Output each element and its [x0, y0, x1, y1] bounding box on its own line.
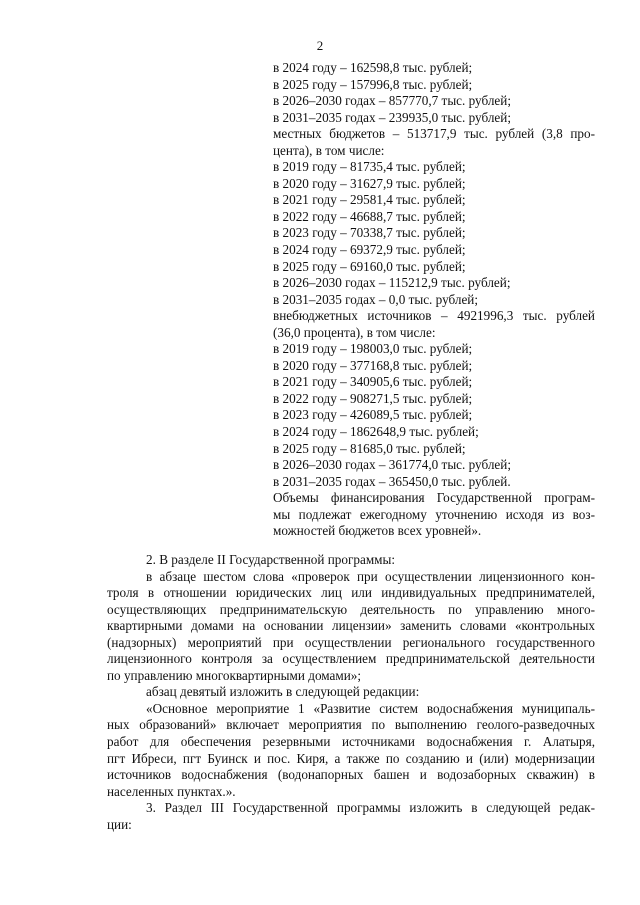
funding-line: местных бюджетов – 513717,9 тыс. рублей (3,8 про-	[273, 126, 595, 142]
section-2	[107, 552, 595, 833]
paragraph-line: квартирными домами на основании лицензии» заменить словами «контрольных	[107, 618, 595, 634]
funding-line: в 2020 году – 377168,8 тыс. рублей;	[273, 357, 473, 373]
paragraph-line: ции:	[107, 816, 132, 832]
paragraph-line: (надзорных) мероприятий при осуществлении регионального государственного	[107, 634, 595, 650]
funding-line: в 2023 году – 70338,7 тыс. рублей;	[273, 225, 466, 241]
funding-line: в 2026–2030 годах – 115212,9 тыс. рублей;	[273, 275, 511, 291]
paragraph-line: в абзаце шестом слова «проверок при осуществлении лицензионного кон-	[146, 568, 595, 584]
section-2-heading: 2. В разделе II Государственной программы:	[146, 552, 396, 567]
paragraph-line: источников водоснабжения (водонапорных башен и водозаборных скважин) в	[107, 767, 595, 783]
funding-line: в 2021 году – 340905,6 тыс. рублей;	[273, 374, 473, 390]
paragraph-line: троля в отношении юридических лиц или индивидуальных предпринимателей,	[107, 585, 595, 601]
paragraph-line: по управлению многоквартирными домами»;	[107, 667, 362, 683]
funding-line: в 2031–2035 годах – 365450,0 тыс. рублей.	[273, 473, 511, 489]
paragraph-line: осуществляющих предпринимательскую деятельность по управлению много-	[107, 601, 595, 617]
funding-line: в 2025 году – 81685,0 тыс. рублей;	[273, 440, 466, 456]
funding-list	[273, 60, 595, 540]
funding-line: в 2022 году – 46688,7 тыс. рублей;	[273, 208, 466, 224]
funding-line: внебюджетных источников – 4921996,3 тыс. рублей	[273, 308, 595, 324]
funding-line: (36,0 процента), в том числе:	[273, 324, 436, 340]
funding-line: мы подлежат ежегодному уточнению исходя из воз-	[273, 506, 595, 522]
funding-line: в 2025 году – 69160,0 тыс. рублей;	[273, 258, 466, 274]
funding-line: в 2019 году – 198003,0 тыс. рублей;	[273, 341, 473, 357]
funding-line: в 2024 году – 162598,8 тыс. рублей;	[273, 60, 473, 75]
funding-line: в 2024 году – 1862648,9 тыс. рублей;	[273, 424, 479, 440]
funding-line: в 2026–2030 годах – 857770,7 тыс. рублей;	[273, 93, 511, 109]
funding-line: цента), в том числе:	[273, 142, 385, 158]
funding-line: в 2024 году – 69372,9 тыс. рублей;	[273, 242, 466, 258]
paragraph-line: населенных пунктах.».	[107, 783, 236, 799]
page-number: 2	[316, 38, 324, 53]
section-3-heading: 3. Раздел III Государственной программы изложить в следующей редак-	[146, 800, 595, 816]
funding-line: можностей бюджетов всех уровней».	[273, 523, 482, 539]
paragraph-line: абзац девятый изложить в следующей редакции:	[146, 684, 420, 700]
funding-line: в 2019 году – 81735,4 тыс. рублей;	[273, 159, 466, 175]
funding-line: в 2023 году – 426089,5 тыс. рублей;	[273, 407, 473, 423]
paragraph-line: лицензионного контроля за осуществлением предпринимательской деятельности	[107, 651, 595, 667]
paragraph-line: пгт Ибреси, пгт Буинск и пос. Киря, а также по созданию и (или) модернизации	[107, 750, 595, 766]
funding-line: в 2025 году – 157996,8 тыс. рублей;	[273, 76, 473, 92]
funding-line: в 2031–2035 годах – 0,0 тыс. рублей;	[273, 291, 479, 307]
paragraph-line: ных образований» включает мероприятия по выполнению геолого-разведочных	[107, 717, 595, 733]
funding-line: Объемы финансирования Государственной програм-	[273, 490, 595, 506]
funding-line: в 2021 году – 29581,4 тыс. рублей;	[273, 192, 466, 208]
funding-line: в 2031–2035 годах – 239935,0 тыс. рублей;	[273, 109, 511, 125]
paragraph-line: «Основное мероприятие 1 «Развитие систем водоснабжения муниципаль-	[146, 700, 595, 716]
funding-line: в 2020 году – 31627,9 тыс. рублей;	[273, 175, 466, 191]
funding-line: в 2022 году – 908271,5 тыс. рублей;	[273, 390, 473, 406]
funding-line: в 2026–2030 годах – 361774,0 тыс. рублей;	[273, 457, 511, 473]
paragraph-line: работ для обеспечения резервными источниками водоснабжения г. Алатыря,	[107, 734, 595, 750]
